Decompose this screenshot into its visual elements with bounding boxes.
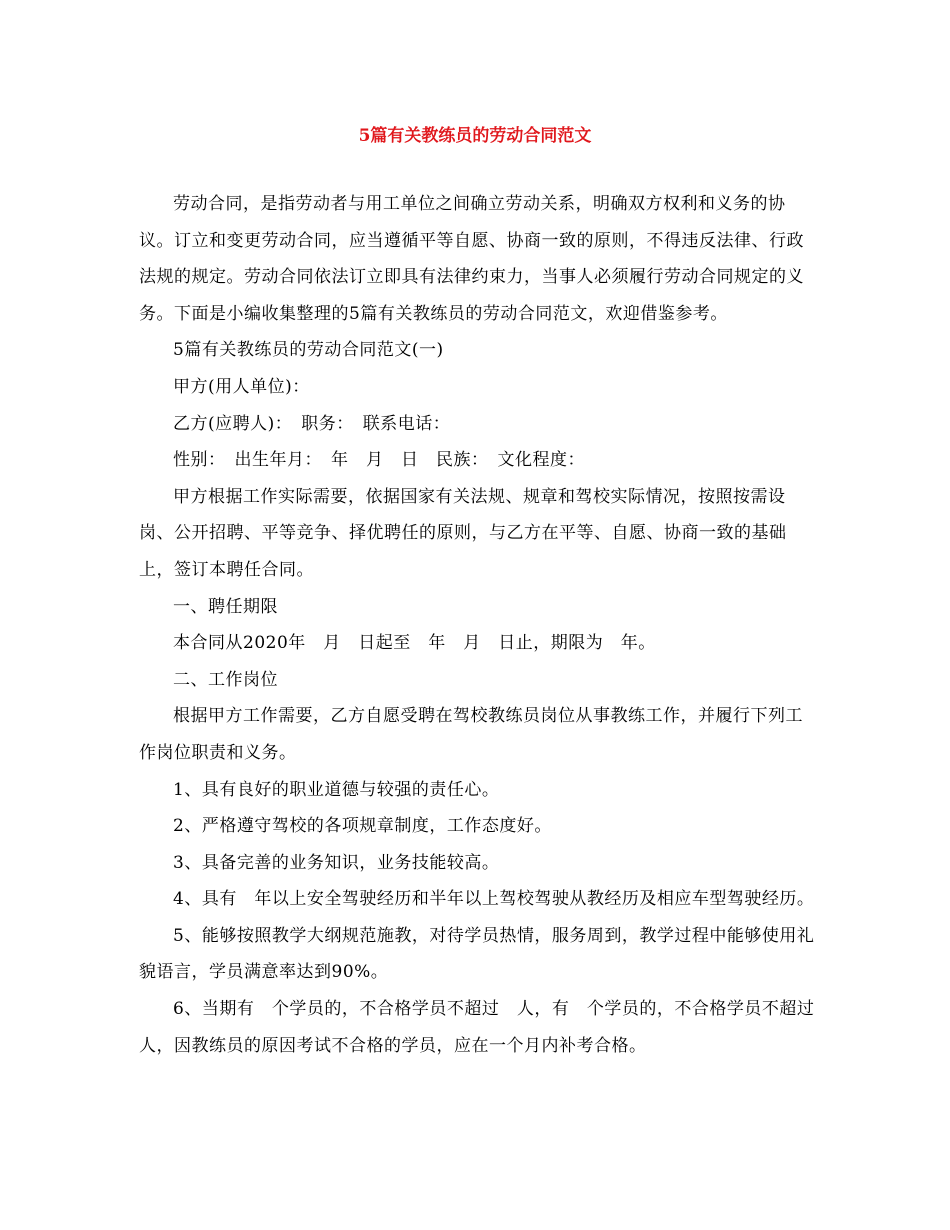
duty-item-5: 5、能够按照教学大纲规范施教，对待学员热情，服务周到，教学过程中能够使用礼貌语言，学员满意率达到90%。 <box>139 925 815 983</box>
document-title: 5篇有关教练员的劳动合同范文 <box>358 126 592 146</box>
intro-paragraph: 劳动合同，是指劳动者与用工单位之间确立劳动关系，明确双方权利和义务的协议。订立和变更劳动合同，应当遵循平等自愿、协商一致的原则，不得违反法律、行政法规的规定。劳动合同依法订立即具有法律约束力，当事人必须履行劳动合同规定的义务。下面是小编收集整理的5篇有关教练员的劳动合同范文，欢迎借鉴参考。 <box>139 194 804 324</box>
clause-heading-position: 二、工作岗位 <box>173 669 278 690</box>
position-paragraph: 根据甲方工作需要，乙方自愿受聘在驾校教练员岗位从事教练工作，并履行下列工作岗位职责和义务。 <box>139 706 803 763</box>
section-heading-sample-one: 5篇有关教练员的劳动合同范文(一) <box>173 340 444 361</box>
duty-item-4: 4、具有 年以上安全驾驶经历和半年以上驾校驾驶从教经历及相应车型驾驶经历。 <box>173 889 815 910</box>
duty-item-2: 2、严格遵守驾校的各项规章制度，工作态度好。 <box>173 816 552 837</box>
duty-item-3: 3、具备完善的业务知识，业务技能较高。 <box>173 852 500 873</box>
document-body <box>139 186 832 1064</box>
personal-info-line: 性别： 出生年月： 年 月 日 民族： 文化程度： <box>173 450 585 471</box>
duty-item-6: 6、当期有 个学员的，不合格学员不超过 人，有 个学员的，不合格学员不超过 人，因教练员的原因考试不合格的学员，应在一个月内补考合格。 <box>139 999 832 1056</box>
duty-item-1: 1、具有良好的职业道德与较强的责任心。 <box>173 779 500 800</box>
term-paragraph: 本合同从2020年 月 日起至 年 月 日止，期限为 年。 <box>173 633 656 654</box>
party-a-line: 甲方(用人单位)： <box>173 376 310 397</box>
party-b-line: 乙方(应聘人)： 职务： 联系电话： <box>173 413 451 434</box>
preamble-paragraph: 甲方根据工作实际需要，依据国家有关法规、规章和驾校实际情况，按照按需设岗、公开招聘、平等竞争、择优聘任的原则，与乙方在平等、自愿、协商一致的基础上，签订本聘任合同。 <box>139 486 787 580</box>
clause-heading-term: 一、聘任期限 <box>173 596 278 617</box>
